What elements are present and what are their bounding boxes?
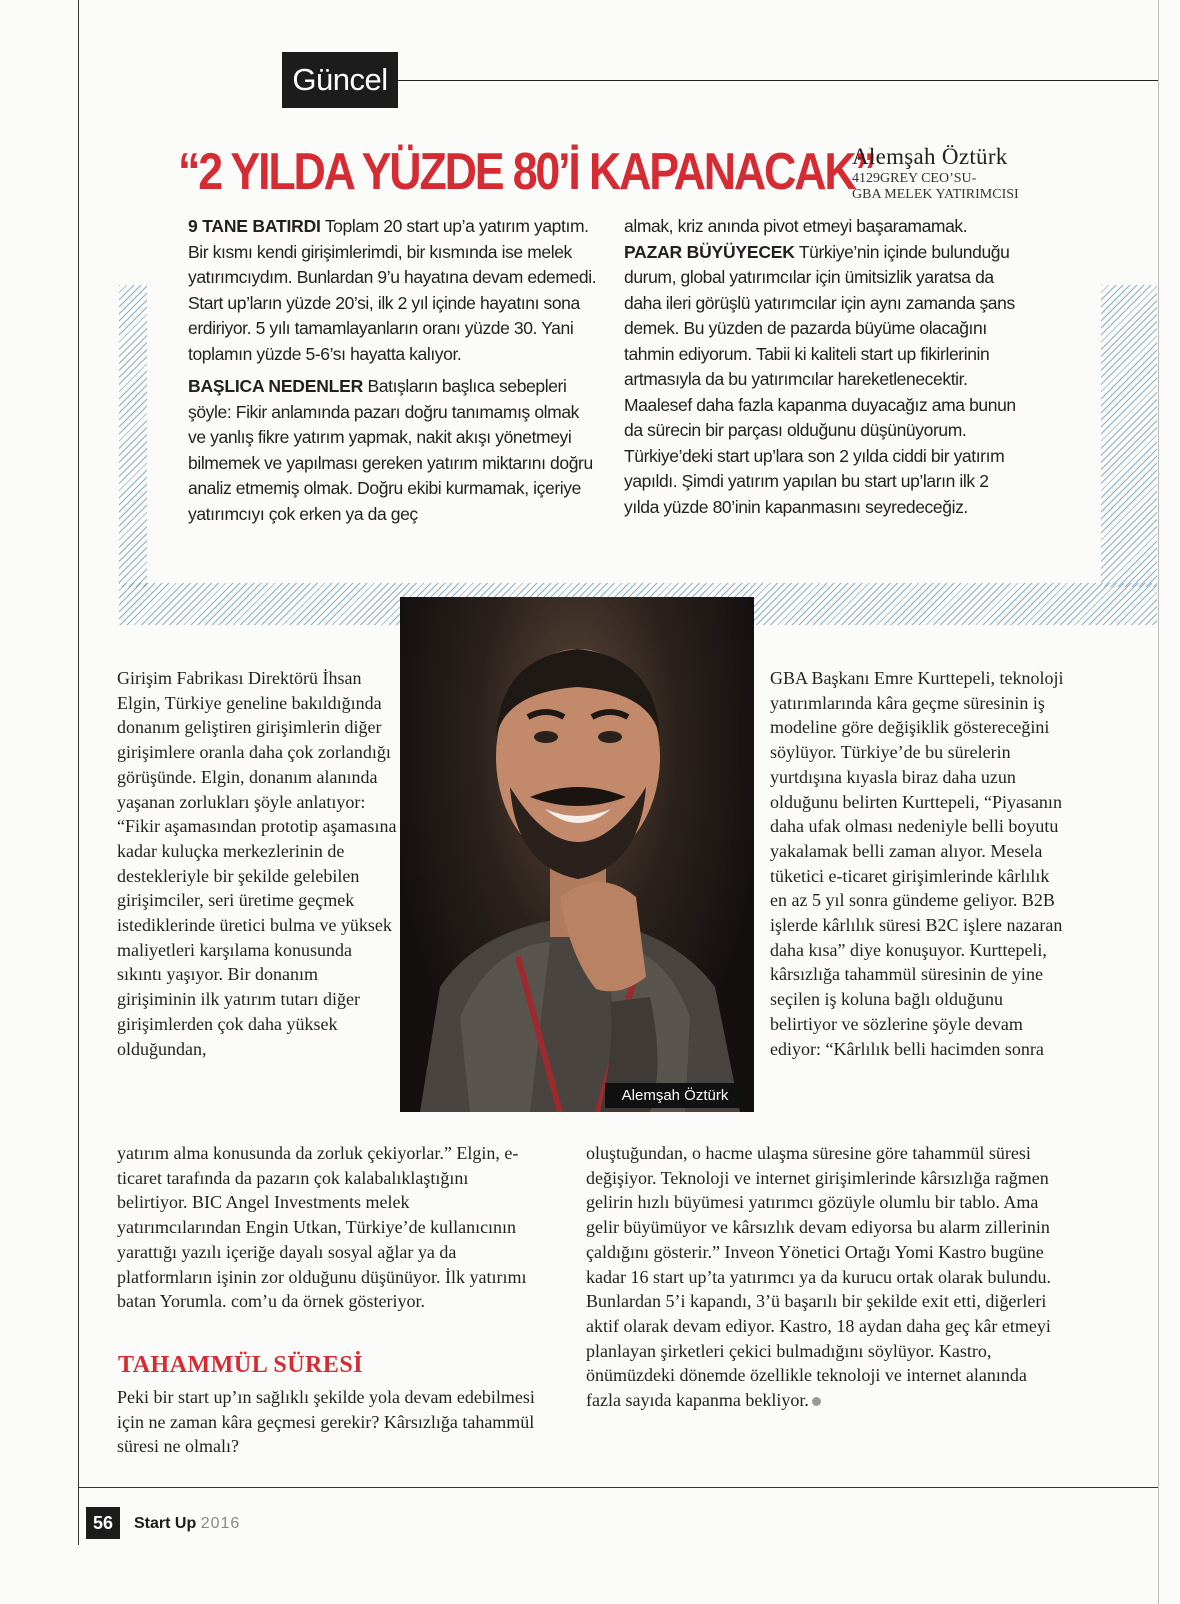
page-frame-left: [78, 0, 79, 1545]
photo-caption: Alemşah Öztürk: [605, 1083, 745, 1108]
body-text: yatırım alma konusunda da zorluk çekiyorlar.” Elgin, e-ticaret tarafında da pazarın çok kalabalıklaştığını belirtiyor. BIC Angel Investments melek yatırımcılarından Engin Utkan, Türkiye’de kullanıcının yarattığı yazılı içeriğe dayalı sosyal ağlar ya da platformların işinin zor olduğunu düşünüyor. İlk yatırımı batan Yorumla. com’u da örnek gösteriyor.: [117, 1143, 527, 1312]
body-text: [586, 1141, 1066, 1413]
interview-text: Toplam 20 start up’a yatırım yaptım. Bir kısmı kendi girişimlerimdi, bir kısmında ise melek yatırımcıydım. Bunlardan 9’u hayatına devam edemedi. Start up’ların yüzde 20’si, ilk 2 yıl içinde hayatını sona erdiriyor. 5 yılı tamamlayanların oranı yüzde 30. Yani toplamın yüzde 5-6’sı hayatta kalıyor.: [188, 216, 597, 364]
end-of-article-dot-icon: [812, 1397, 821, 1406]
interview-text: Batışların başlıca sebepleri şöyle: Fikir anlamında pazarı doğru tanımamış olmak ve yanlış fikre yatırım yapmak, nakit akışı yönetmeyi bilmemek ve yapılması gereken yatırım miktarını doğru analiz etmemiş olmak. Doğru ekibi kurmamak, içeriye yatırımcıyı çok erken ya da geç: [188, 376, 593, 524]
interview-lead: BAŞLICA NEDENLER: [188, 376, 364, 396]
body-text: Peki bir start up’ın sağlıklı şekilde yola devam edebilmesi için ne zaman kâra geçmesi gerekir? Kârsızlığa tahammül süresi ne olmalı?: [117, 1387, 535, 1457]
footer-brand: [134, 1515, 240, 1533]
interview-paragraph: [188, 214, 598, 367]
byline-name: Alemşah Öztürk: [852, 144, 1008, 169]
hatch-border-left: [119, 285, 147, 587]
portrait-illustration: [400, 597, 754, 1112]
interview-column-left: [188, 214, 598, 527]
page-frame-right: [1158, 0, 1159, 1604]
byline-title-line2: GBA MELEK YATIRIMCISI: [852, 187, 1019, 202]
body-column-left-end: [117, 1385, 557, 1459]
byline: [852, 144, 1052, 202]
interview-text: almak, kriz anında pivot etmeyi başaramamak.: [624, 216, 968, 236]
magazine-year: 2016: [200, 1515, 241, 1532]
hatch-border-right: [1101, 285, 1157, 587]
portrait-photo: [400, 597, 754, 1112]
body-text: Girişim Fabrikası Direktörü İhsan Elgin, Türkiye geneline bakıldığında donanım geliştiren girişimlerin diğer girişimlere oranla daha çok zorlandığı görüşünde. Elgin, donanım alanında yaşanan zorlukları şöyle anlatıyor: “Fikir aşamasından prototip aşamasına kadar kuluçka merkezlerinin de destekleriyle bir şekilde gelebilen girişimciler, seri üretime geçmek istediklerinde üretici bulma ve yüksek maliyetleri karşılama konusunda sıkıntı yaşıyor. Bir donanım girişiminin ilk yatırım tutarı diğer girişimlerden çok daha yüksek olduğundan,: [117, 668, 397, 1059]
section-tag: Güncel: [282, 52, 398, 108]
page-number: 56: [86, 1507, 120, 1539]
interview-lead: PAZAR BÜYÜYECEK: [624, 241, 795, 262]
body-text: GBA Başkanı Emre Kurttepeli, teknoloji yatırımlarında kâra geçme süresinin iş modeline göre değişiklik göstereceğini söylüyor. Türkiye’de bu sürelerin yurtdışına kıyasla biraz daha uzun olduğunu belirten Kurttepeli, “Piyasanın daha ufak olması nedeniyle belli boyutu yakalamak belli zaman alıyor. Mesela tüketici e-ticaret girişimlerinde kârlılık en az 5 yıl sonra gündeme geliyor. B2B işlerde kârlılık süresi B2C işlere nazaran daha kısa” diye konuşuyor. Kurttepeli, kârsızlığa tahammül süresinin de yine seçilen iş koluna bağlı olduğunu belirtiyor ve sözlerine şöyle devam ediyor: “Kârlılık belli hacimden sonra: [770, 668, 1064, 1059]
magazine-name: Start Up: [134, 1515, 197, 1532]
subhead: TAHAMMÜL SÜRESİ: [118, 1352, 364, 1378]
body-text-span: oluştuğundan, o hacme ulaşma süresine göre tahammül süresi değişiyor. Teknoloji ve internet girişimlerinde kârsızlığa rağmen gelirin hızlı büyümesi yatırımcı gözüyle olumlu bir tablo. Ama gelir büyümüyor ve kârsızlık devam ediyorsa bu alarm zillerinin çaldığını gösterir.” Inveon Yönetici Ortağı Yomi Kastro bugüne kadar 16 start up’ta yatırımcı ya da kurucu ortak olarak bulundu. Bunlardan 5’i kapandı, 3’ü başarılı bir şekilde exit etti, diğerleri aktif olarak devam ediyor. Kastro, 18 aydan daha geç kâr etmeyi planlayan şirketleri çekici bulmadığını söylüyor. Kastro, önümüzdeki dönemde özellikle teknoloji ve internet alanında fazla sayıda kapanma bekliyor.: [586, 1143, 1052, 1411]
body-column-right: [770, 666, 1070, 1061]
interview-text: Türkiye’nin içinde bulunduğu durum, global yatırımcılar için ümitsizlik yaratsa da daha ileri görüşlü yatırımcılar için aynı zamanda şans demek. Bu yüzden de pazarda büyüme olacağını tahmin ediyorum. Tabii ki kaliteli start up fikirlerinin artmasıyla da bu yatırımcılar hareketlenecektir. Maalesef daha fazla kapanma duyacağız ama bunun da sürecin bir parçası olduğunu düşünüyorum. Türkiye’deki start up’lara son 2 yılda ciddi bir yatırım yapıldı. Şimdi yatırım yapılan bu start up’ların ilk 2 yılda yüzde 80’inin kapanmasını seyredeceğiz.: [624, 241, 1016, 517]
interview-paragraph: [188, 374, 598, 527]
byline-title-line1: 4129GREY CEO’SU-: [852, 171, 977, 186]
body-column-left: [117, 666, 397, 1061]
body-column-left-continued: [117, 1141, 537, 1314]
body-column-right-continued: [586, 1141, 1066, 1413]
interview-paragraph: [624, 240, 1024, 521]
section-rule: [398, 80, 1158, 81]
headline: “2 YILDA YÜZDE 80’İ KAPANACAK”: [178, 143, 875, 201]
interview-lead: 9 TANE BATIRDI: [188, 216, 321, 236]
footer-rule: [78, 1487, 1158, 1488]
interview-column-right: [624, 214, 1024, 520]
interview-paragraph: [624, 214, 1024, 240]
